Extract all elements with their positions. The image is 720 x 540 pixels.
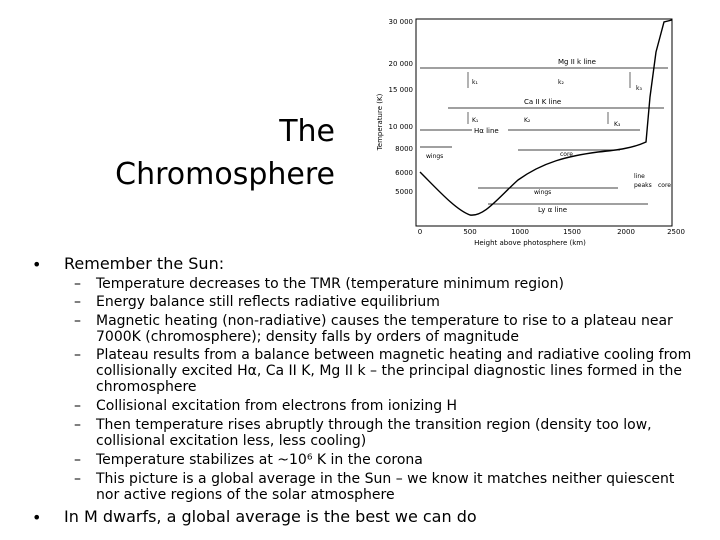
x-tick: 2500 — [667, 228, 685, 236]
bullet-remember-sun: Remember the Sun: — [64, 254, 225, 273]
subpoint-text: This picture is a global average in the Sun – we know it matches neither quiescent nor active regions of the solar atmosphere — [96, 471, 675, 503]
subpoint-text: Collisional excitation from electrons from ionizing H — [96, 398, 458, 414]
ca-K2-label: K₂ — [524, 117, 531, 124]
dash-glyph: – — [74, 313, 81, 329]
lya-wings-label: wings — [534, 189, 552, 196]
dash-glyph: – — [74, 294, 81, 310]
title-line-1: The — [279, 114, 335, 149]
subpoint-text: Magnetic heating (non-radiative) causes the temperature to rise to a plateau near 7000K (chromosphere); density falls by orders of magnitude — [96, 313, 673, 345]
ca-K3-label: K₃ — [614, 121, 621, 128]
mg-k1-label: k₁ — [472, 79, 478, 86]
ca-line-label: Ca II K line — [524, 98, 562, 106]
x-tick: 0 — [417, 228, 423, 236]
mg-line-label: Mg II k line — [558, 58, 596, 66]
slide-title — [60, 110, 335, 196]
x-tick: 2000 — [617, 228, 635, 236]
y-tick: 5000 — [395, 188, 413, 196]
mg-k2-label: k₂ — [558, 79, 564, 86]
dash-glyph: – — [74, 347, 81, 363]
y-tick: 10 000 — [388, 123, 413, 131]
x-tick: 1000 — [511, 228, 529, 236]
subpoint-text: Temperature stabilizes at ~10⁶ K in the corona — [96, 452, 423, 468]
ha-wings-label: wings — [426, 153, 444, 160]
dash-glyph: – — [74, 276, 81, 292]
y-tick-labels — [389, 18, 414, 196]
x-tick-labels — [418, 228, 685, 236]
dash-glyph: – — [74, 417, 81, 433]
ca-K1-label: K₁ — [472, 117, 479, 124]
dash-glyph: – — [74, 471, 81, 487]
x-tick: 500 — [463, 228, 477, 236]
subpoint-text: Plateau results from a balance between magnetic heating and radiative cooling from collisionally excited Hα, Ca II K, Mg II k – the principal diagnostic lines formed in the chromosphere — [96, 347, 692, 395]
peaks-label: peaks — [634, 182, 652, 189]
y-tick: 6000 — [395, 169, 413, 177]
ha-core-label: core — [560, 151, 573, 158]
y-tick: 20 000 — [388, 60, 413, 68]
ha-line-label: Hα line — [474, 127, 499, 135]
core-label: core — [658, 182, 671, 189]
y-tick: 8000 — [395, 145, 413, 153]
dash-glyph: – — [74, 452, 81, 468]
y-tick: 15 000 — [388, 86, 413, 94]
subpoint-text: Energy balance still reflects radiative equilibrium — [96, 294, 440, 310]
title-line-2: Chromosphere — [115, 157, 335, 192]
mg-k3-label: k₃ — [636, 85, 642, 92]
temperature-height-figure — [368, 12, 690, 250]
bullet-glyph: • — [32, 255, 42, 274]
line-label: line — [634, 173, 645, 180]
bullet-glyph: • — [32, 508, 42, 527]
subpoint-text: Temperature decreases to the TMR (temperature minimum region) — [96, 276, 564, 292]
y-axis-label: Temperature (K) — [376, 93, 384, 151]
lya-line-label: Ly α line — [538, 206, 568, 214]
bullet-m-dwarfs: In M dwarfs, a global average is the best we can do — [64, 507, 477, 526]
x-tick: 1500 — [563, 228, 581, 236]
dash-glyph: – — [74, 398, 81, 414]
y-tick: 30 000 — [388, 18, 413, 26]
x-axis-label: Height above photosphere (km) — [474, 239, 586, 247]
subpoint-text: Then temperature rises abruptly through the transition region (density too low, collisional excitation less, less cooling) — [96, 417, 652, 449]
